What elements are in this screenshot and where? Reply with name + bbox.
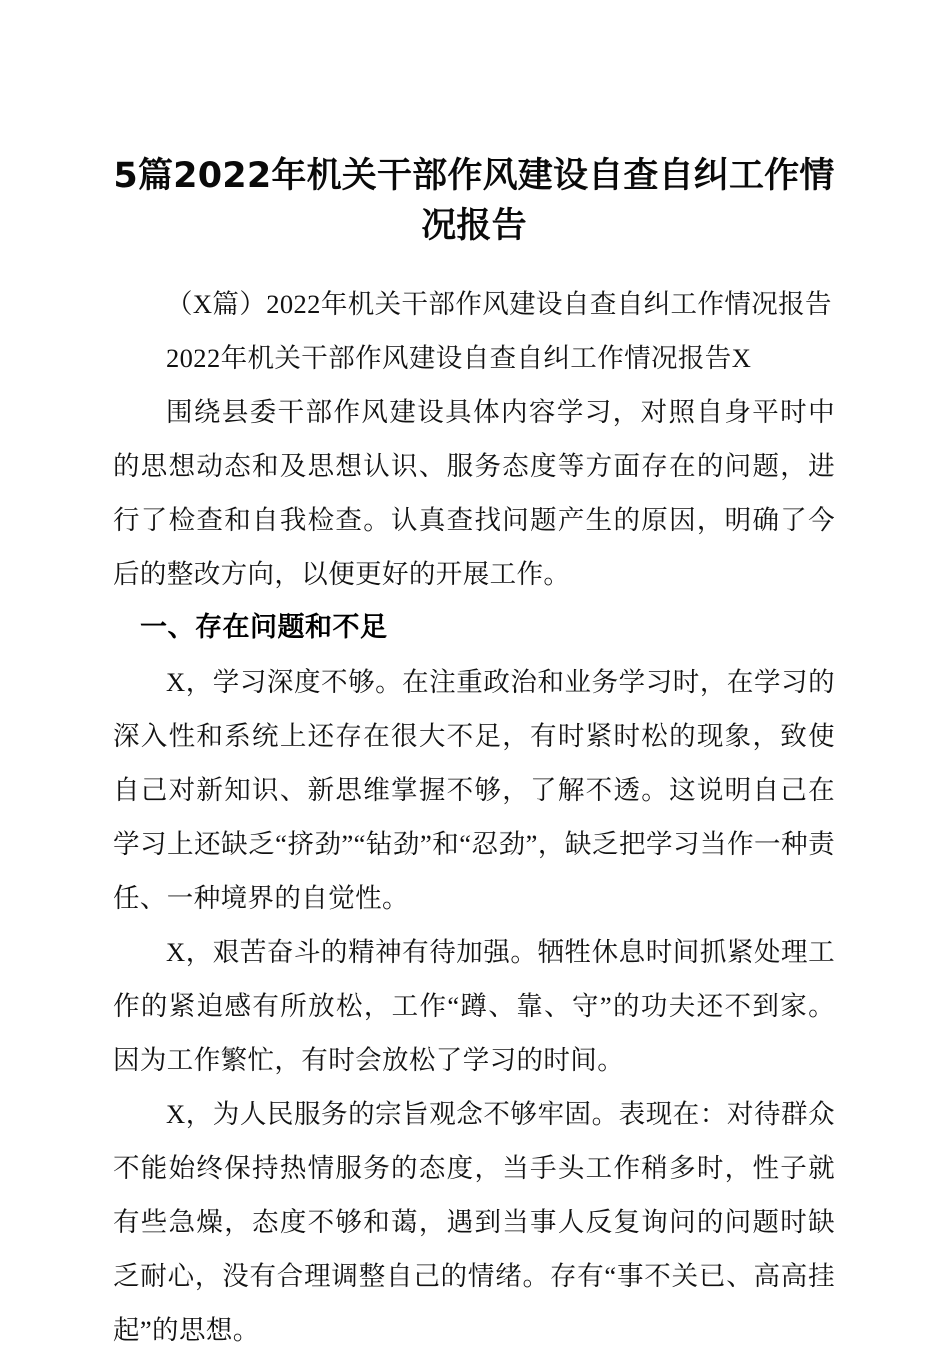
page-title: 5篇2022年机关干部作风建设自查自纠工作情况报告 — [113, 156, 835, 247]
body-paragraph-3: X，为人民服务的宗旨观念不够牢固。表现在：对待群众不能始终保持热情服务的态度，当手头工作稍多时，性子就有些急燥，态度不够和蔼，遇到当事人反复询问的问题时缺乏耐心，没有合理调整自己的情绪。存有“事不关已、高高挂起”的思想。 — [113, 1099, 835, 1345]
section-heading-1: 一、存在问题和不足 — [140, 612, 388, 643]
lead-line-1: （X篇）2022年机关干部作风建设自查自纠工作情况报告 — [166, 289, 832, 319]
body-paragraph-1: X，学习深度不够。在注重政治和业务学习时，在学习的深入性和系统上还存在很大不足，有时紧时松的现象，致使自己对新知识、新思维掌握不够，了解不透。这说明自己在学习上还缺乏“挤劲”“钻劲”和“忍劲”，缺乏把学习当作一种责任、一种境界的自觉性。 — [113, 667, 835, 913]
lead-line-2: 2022年机关干部作风建设自查自纠工作情况报告X — [166, 343, 752, 373]
document-body — [113, 277, 835, 1357]
body-paragraph-2: X，艰苦奋斗的精神有待加强。牺牲休息时间抓紧处理工作的紧迫感有所放松，工作“蹲、靠、守”的功夫还不到家。因为工作繁忙，有时会放松了学习的时间。 — [113, 937, 835, 1075]
intro-paragraph: 围绕县委干部作风建设具体内容学习，对照自身平时中的思想动态和及思想认识、服务态度等方面存在的问题，进行了检查和自我检查。认真查找问题产生的原因，明确了今后的整改方向，以便更好的开展工作。 — [113, 397, 835, 589]
